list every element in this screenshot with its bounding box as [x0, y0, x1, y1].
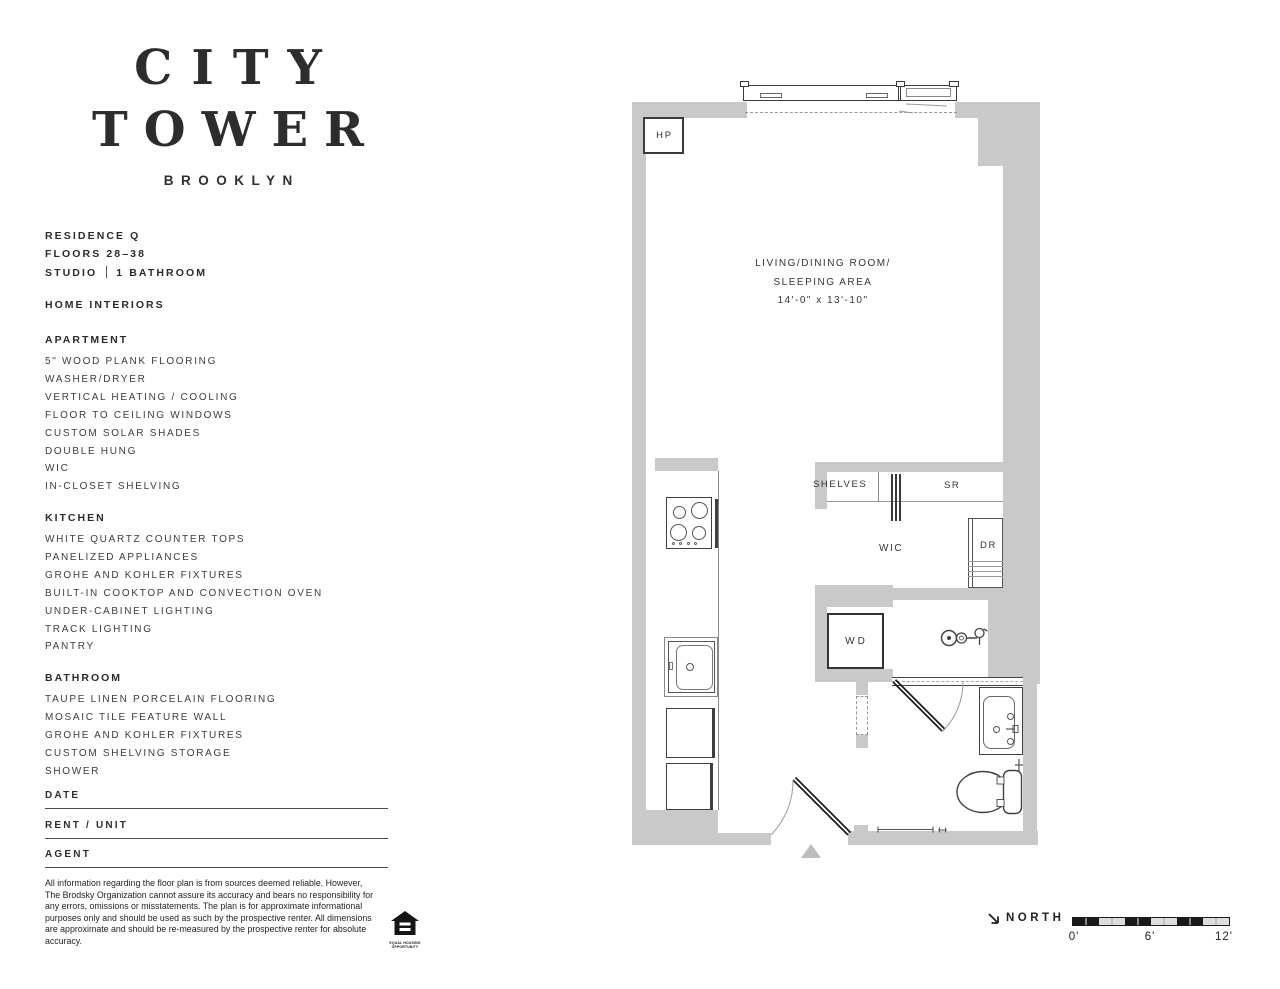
scale-segment: [1151, 918, 1177, 925]
scale-tick-0: 0': [1068, 931, 1080, 943]
shower-door-leaf: [893, 680, 945, 731]
toilet-paper-holder: [1015, 759, 1023, 771]
feature-item: VERTICAL HEATING / COOLING: [45, 391, 239, 403]
scale-segment: [1073, 918, 1099, 925]
feature-item: 5" WOOD PLANK FLOORING: [45, 356, 218, 367]
dresser-label: DR: [980, 540, 997, 551]
entry-door-leaf: [793, 778, 851, 836]
residence-layout: [45, 264, 207, 282]
feature-item: PANTRY: [45, 641, 95, 653]
feature-item: WHITE QUARTZ COUNTER TOPS: [45, 534, 246, 545]
disclaimer-text: All information regarding the floor plan is from sources deemed reliable. However, The Brodsky Organization cannot assure its accuracy and bears no responsibility for any errors, omissions or misstatements. The plan is for approximate informational purposes only and should be used as such by the prospective renter. All dimensions are approximate and should be re-measured by the prospective renter for absolute accuracy.: [45, 878, 374, 946]
equal-housing-icon: [388, 910, 422, 950]
feature-item: PANELIZED APPLIANCES: [45, 551, 199, 563]
brand-location: BROOKLYN: [163, 173, 300, 188]
towel-bar: [878, 827, 933, 833]
brand-name-line1: CITY: [134, 40, 341, 96]
scale-segment: [1099, 918, 1125, 925]
rent-unit-field-line: [45, 838, 388, 839]
faucet-handle: [1008, 714, 1014, 720]
scale-tick-6: 6': [1144, 931, 1156, 943]
room-dimensions: 14'-0" x 13'-10": [777, 295, 869, 306]
plan-line-work: [600, 78, 1060, 870]
towel-hook: [938, 828, 947, 833]
bathroom-count: 1 BATHROOM: [116, 266, 208, 279]
scale-tick-12: 12': [1215, 931, 1233, 943]
heat-pump-label: HP: [656, 130, 673, 141]
kitchen-section: [45, 512, 323, 656]
divider-bar: [106, 266, 107, 278]
scale-segment: [1177, 918, 1203, 925]
shower-door-swing-arc: [943, 682, 964, 732]
feature-item: WASHER/DRYER: [45, 373, 147, 385]
entry-door-swing-arc: [771, 780, 793, 835]
feature-item: UNDER-CABINET LIGHTING: [45, 605, 215, 617]
room-label-line2: SLEEPING AREA: [773, 276, 873, 288]
equal-housing-label-2: OPPORTUNITY: [391, 945, 419, 950]
scale-bar: [1072, 917, 1230, 926]
toilet-hinge: [997, 800, 1004, 807]
washer-dryer-label: WD: [845, 635, 868, 647]
residence-title: RESIDENCE Q: [45, 230, 141, 242]
shelf-rod-label: SR: [944, 480, 961, 491]
agent-field-label: AGENT: [45, 849, 91, 860]
faucet-handle: [1008, 739, 1014, 745]
feature-item: GROHE AND KOHLER FIXTURES: [45, 729, 244, 741]
date-field-line: [45, 808, 388, 809]
rent-unit-field-label: RENT / UNIT: [45, 820, 129, 831]
feature-item: BUILT-IN COOKTOP AND CONVECTION OVEN: [45, 587, 323, 599]
feature-item: TRACK LIGHTING: [45, 623, 153, 635]
feature-item: GROHE AND KOHLER FIXTURES: [45, 569, 244, 581]
feature-item: FLOOR TO CEILING WINDOWS: [45, 409, 233, 421]
feature-item: IN-CLOSET SHELVING: [45, 481, 182, 493]
equal-housing-label-1: EQUAL HOUSING: [389, 941, 421, 945]
feature-item: WIC: [45, 463, 70, 475]
feature-item: TAUPE LINEN PORCELAIN FLOORING: [45, 694, 277, 705]
section-title-kitchen: KITCHEN: [45, 512, 106, 524]
north-label: NORTH: [1006, 912, 1065, 924]
feature-item: CUSTOM SOLAR SHADES: [45, 427, 202, 439]
brand-name-line2: TOWER: [92, 102, 380, 158]
shelves-label: SHELVES: [813, 479, 868, 490]
unit-type: STUDIO: [45, 266, 98, 279]
section-title-bathroom: BATHROOM: [45, 672, 123, 684]
feature-item: MOSAIC TILE FEATURE WALL: [45, 711, 228, 723]
room-label-line1: LIVING/DINING ROOM/: [755, 258, 891, 269]
scale-segment: [1203, 918, 1229, 925]
toilet-hinge: [997, 777, 1004, 784]
home-interiors-heading: HOME INTERIORS: [45, 299, 165, 311]
agent-field-line: [45, 867, 388, 868]
apartment-section: [45, 334, 239, 496]
residence-info: [45, 227, 207, 282]
shower-head-center: [947, 636, 951, 640]
shower-valve: [975, 629, 984, 638]
feature-item: CUSTOM SHELVING STORAGE: [45, 747, 232, 759]
scale-segment: [1125, 918, 1151, 925]
bathroom-section: [45, 672, 276, 781]
window-break-mark: [899, 104, 947, 113]
section-title-apartment: APARTMENT: [45, 334, 129, 346]
shower-ring: [957, 633, 967, 643]
date-field-label: DATE: [45, 790, 81, 801]
toilet-tank: [1004, 771, 1022, 814]
brand-logo: [45, 42, 411, 188]
residence-floors: FLOORS 28–38: [45, 248, 147, 261]
north-arrow-icon: [985, 910, 1003, 928]
equal-housing-house-icon: [390, 910, 420, 936]
feature-item: DOUBLE HUNG: [45, 445, 138, 457]
wic-label: WIC: [879, 543, 904, 554]
feature-item: SHOWER: [45, 765, 101, 777]
